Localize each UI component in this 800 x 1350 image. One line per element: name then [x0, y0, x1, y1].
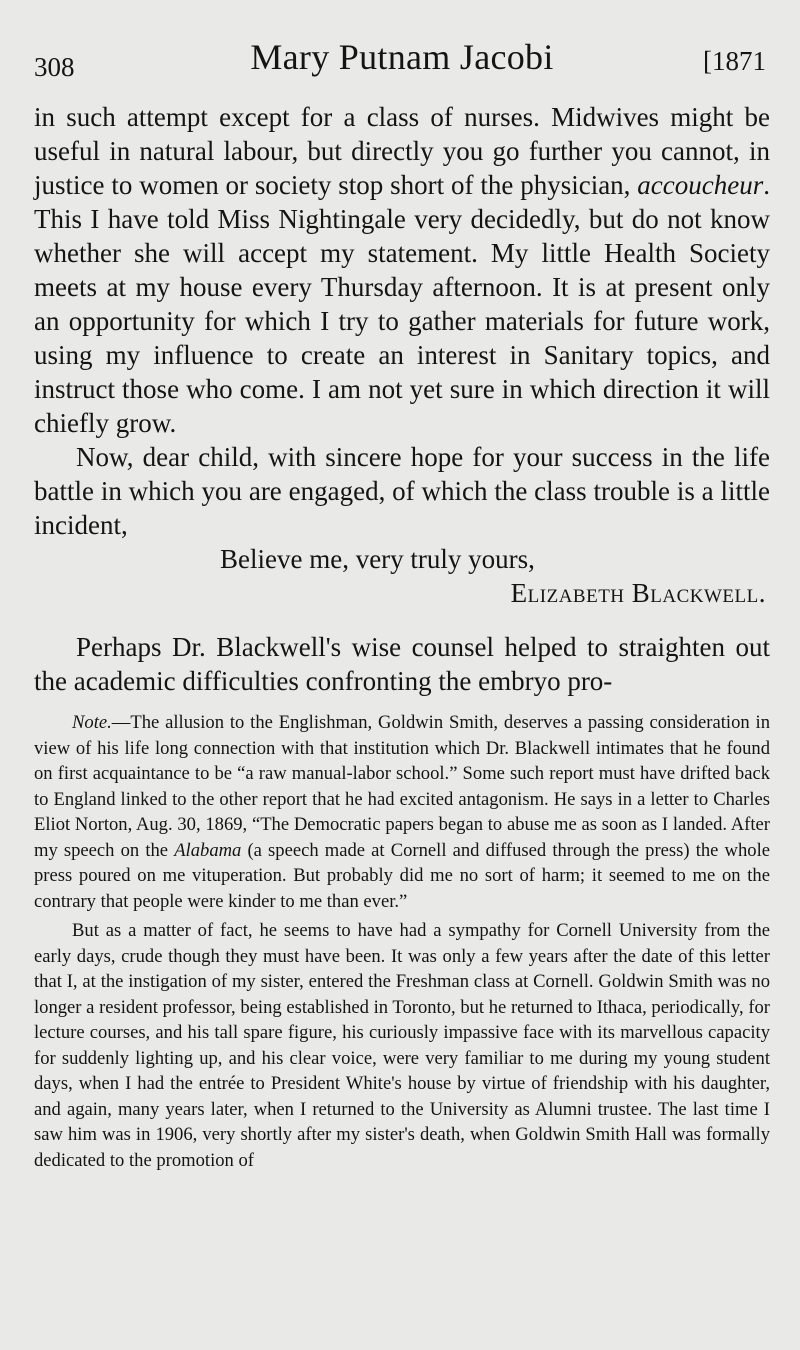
letter-signature: Elizabeth Blackwell. — [510, 578, 766, 608]
footnote-paragraph — [34, 710, 770, 914]
letter-paragraph: Now, dear child, with sincere hope for your success in the life battle in which you are engaged, of which the class trouble is a little incident, — [34, 442, 770, 540]
italic-term: accoucheur — [637, 170, 764, 200]
letter-text: in such attempt except for a class of nurses. Midwives might be useful in natural labour, but directly you go further you cannot, in justice to women or society stop short of the physician, — [34, 102, 770, 200]
running-head: Mary Putnam Jacobi — [250, 37, 554, 77]
main-text — [34, 100, 770, 698]
italic-term: Alabama — [174, 839, 242, 861]
footnote-block — [34, 710, 770, 1173]
year-marker: [1871 — [703, 46, 766, 76]
letter-closing: Believe me, very truly yours, — [220, 544, 535, 574]
letter-paragraph — [34, 100, 770, 440]
footnote-text: (a speech made at Cornell and diffused through the press) the whole press poured on me vituperation. But probably did me no sort of harm; it seemed to me on the contrary that people were kinder to me than ever.” — [34, 839, 770, 912]
page-header — [34, 30, 770, 100]
page-number: 308 — [34, 52, 75, 82]
footnote-text: —The allusion to the Englishman, Goldwin Smith, deserves a passing consideration in view of his life long connection with that institution which Dr. Blackwell intimates that he found on first acquaintance to be “a raw manual-labor school.” Some such report must have drifted back to England linked to the other report that he had excited antagonism. He says in a letter to Charles Eliot Norton, Aug. 30, 1869, “The Democratic papers began to abuse me as soon as I landed. After my speech on the — [34, 712, 770, 861]
book-page — [34, 30, 770, 1173]
narrative-paragraph: Perhaps Dr. Blackwell's wise counsel helped to straighten out the academic difficulties confronting the embryo pro- — [34, 632, 770, 696]
letter-text: . This I have told Miss Nightingale very decidedly, but do not know whether she will accept my statement. My little Health Society meets at my house every Thursday afternoon. It is at present only an opportunity for which I try to gather materials for future work, using my influence to create an interest in Sanitary topics, and instruct those who come. I am not yet sure in which direction it will chiefly grow. — [34, 170, 770, 438]
footnote-paragraph: But as a matter of fact, he seems to have had a sympathy for Cornell University from the early days, crude though they must have been. It was only a few years after the date of this letter that I, at the instigation of my sister, entered the Freshman class at Cornell. Goldwin Smith was no longer a resident professor, being established in Toronto, but he returned to Ithaca, periodically, for lecture courses, and his tall spare figure, his curiously impassive face with its marvellous capacity for suddenly lighting up, and his clear voice, were very familiar to me during my young student days, when I had the entrée to President White's house by virtue of friendship with his daughter, and again, many years later, when I returned to the University as Alumni trustee. The last time I saw him was in 1906, very shortly after my sister's death, when Goldwin Smith Hall was formally dedicated to the promotion of — [34, 920, 770, 1171]
note-label: Note. — [72, 712, 112, 733]
